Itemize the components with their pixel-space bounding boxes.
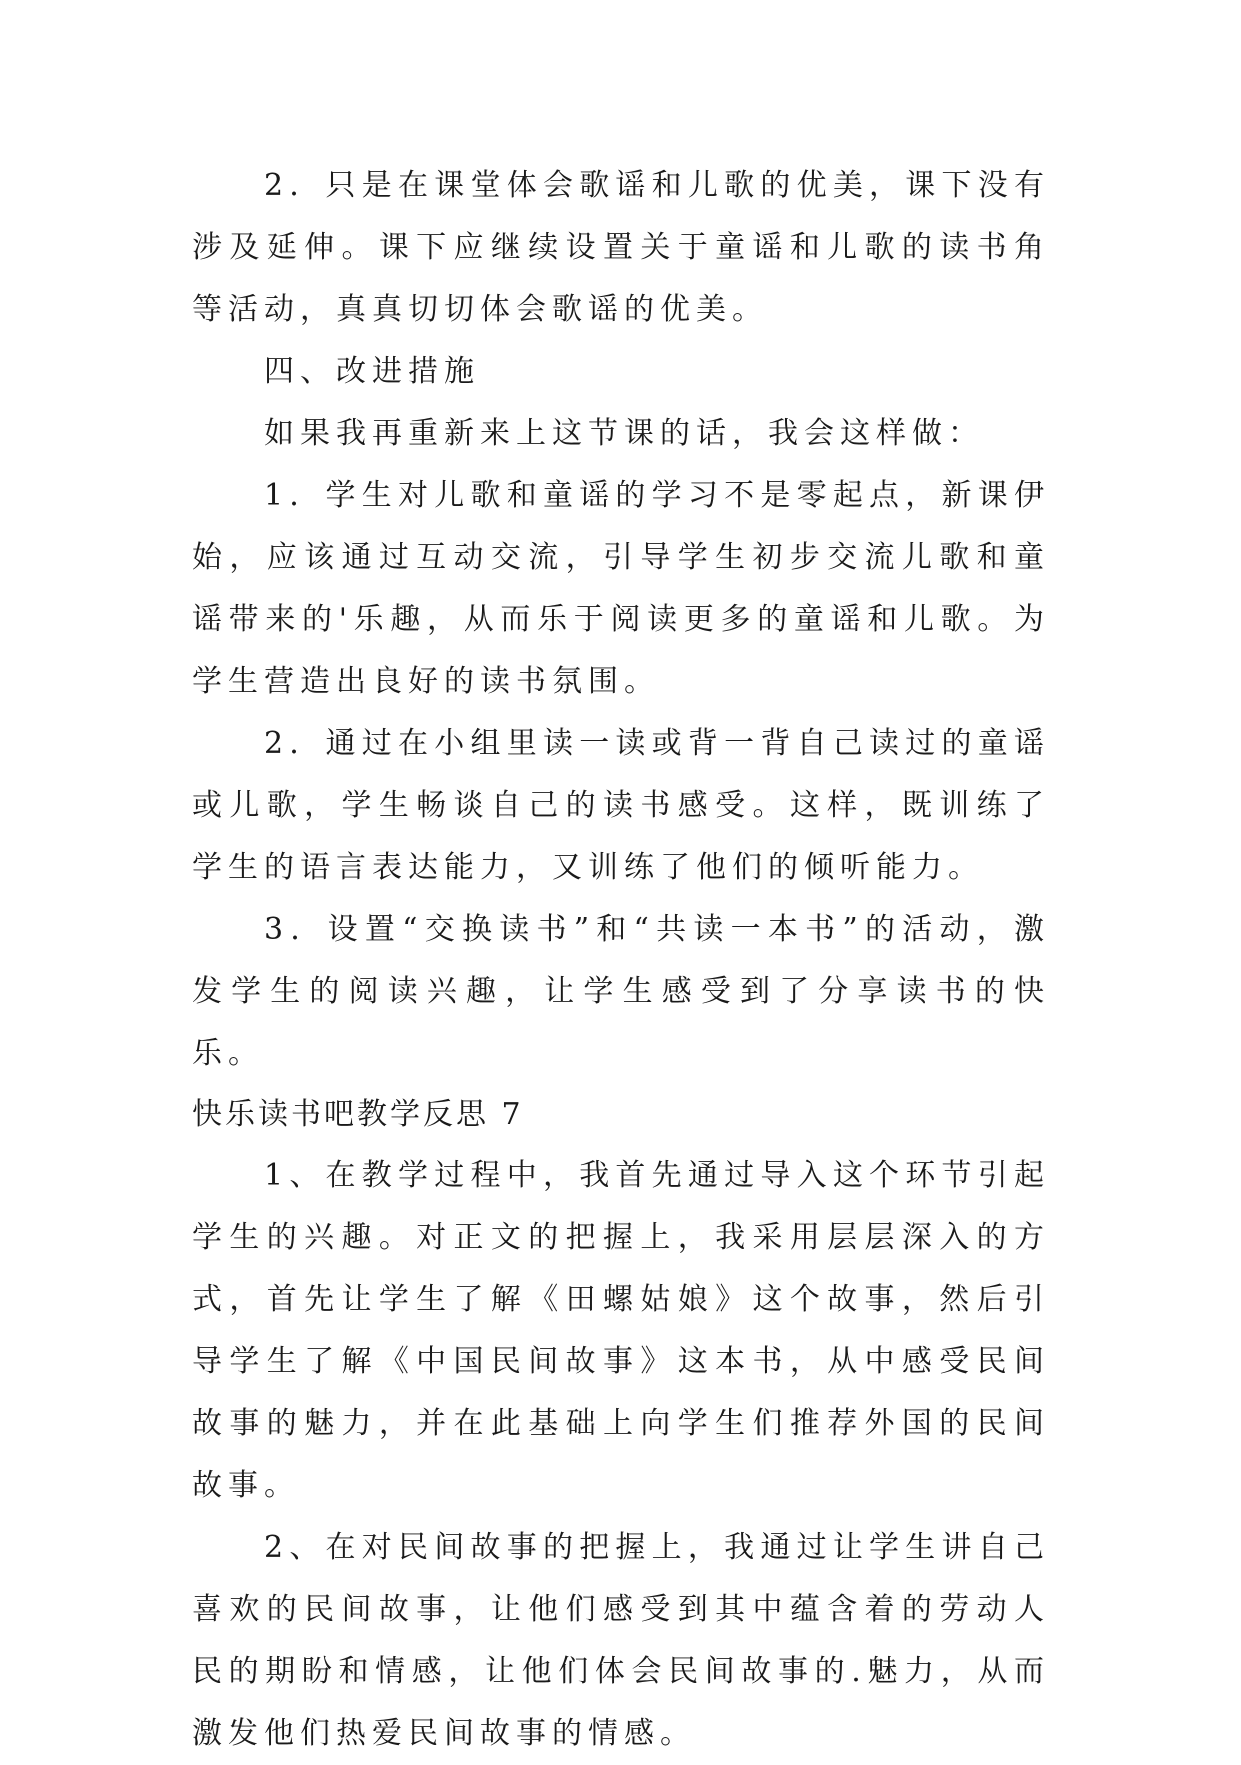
document-body bbox=[192, 155, 1050, 1765]
paragraph-reflection-1: 1、在教学过程中，我首先通过导入这个环节引起学生的兴趣。对正文的把握上，我采用层层深入的方式，首先让学生了解《田螺姑娘》这个故事，然后引导学生了解《中国民间故事》这本书，从中感受民间故事的魅力，并在此基础上向学生们推荐外国的民间故事。 bbox=[192, 1158, 1050, 1503]
paragraph-measure-2: 2．通过在小组里读一读或背一背自己读过的童谣或儿歌，学生畅谈自己的读书感受。这样，既训练了学生的语言表达能力，又训练了他们的倾听能力。 bbox=[192, 726, 1050, 885]
paragraph-2-extension: 2．只是在课堂体会歌谣和儿歌的优美，课下没有涉及延伸。课下应继续设置关于童谣和儿歌的读书角等活动，真真切切体会歌谣的优美。 bbox=[192, 168, 1050, 327]
heading-improvement-measures: 四、改进措施 bbox=[264, 354, 480, 389]
paragraph-intro-redo: 如果我再重新来上这节课的话，我会这样做： bbox=[264, 416, 984, 451]
paragraph-measure-3: 3．设置“交换读书”和“共读一本书”的活动，激发学生的阅读兴趣，让学生感受到了分享读书的快乐。 bbox=[192, 912, 1050, 1071]
paragraph-measure-1: 1．学生对儿歌和童谣的学习不是零起点，新课伊始，应该通过互动交流，引导学生初步交流儿歌和童谣带来的'乐趣，从而乐于阅读更多的童谣和儿歌。为学生营造出良好的读书氛围。 bbox=[192, 478, 1050, 699]
section-title-reflection-7: 快乐读书吧教学反思 7 bbox=[192, 1097, 524, 1132]
paragraph-reflection-2: 2、在对民间故事的把握上，我通过让学生讲自己喜欢的民间故事，让他们感受到其中蕴含着的劳动人民的期盼和情感，让他们体会民间故事的.魅力，从而激发他们热爱民间故事的情感。 bbox=[192, 1530, 1050, 1751]
